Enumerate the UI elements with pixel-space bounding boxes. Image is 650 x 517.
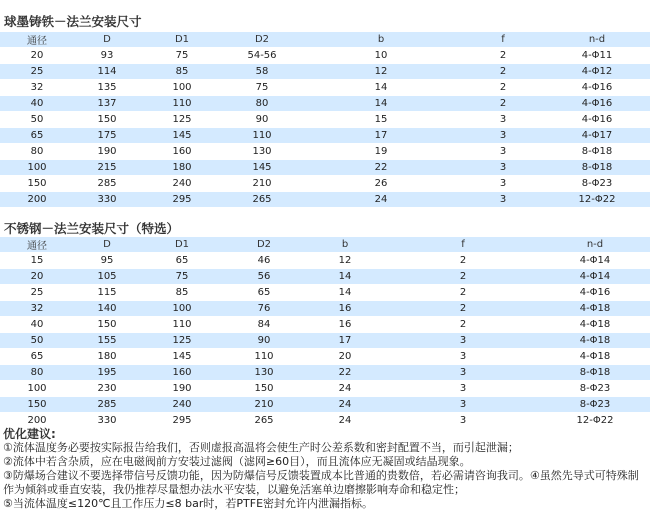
- table-cell: 56: [224, 269, 304, 285]
- table-cell: 140: [74, 301, 140, 317]
- table-cell: 230: [74, 381, 140, 397]
- table-row: [0, 96, 650, 112]
- table-cell: 76: [224, 301, 304, 317]
- table-cell: 3: [386, 413, 540, 429]
- table-cell: 4-Φ17: [544, 128, 650, 144]
- table-cell: 22: [304, 365, 386, 381]
- table-cell: 2: [462, 48, 544, 64]
- table-cell: 114: [74, 64, 140, 80]
- table-cell: 54-56: [224, 48, 300, 64]
- table-cell: 4-Φ18: [540, 333, 650, 349]
- table-cell: 3: [386, 381, 540, 397]
- table-cell: 15: [300, 112, 462, 128]
- optimization-advice: [3, 427, 647, 511]
- table-cell: 80: [224, 96, 300, 112]
- table-cell: 32: [0, 301, 74, 317]
- table-cell: 110: [140, 317, 224, 333]
- table-cell: 150: [224, 381, 304, 397]
- table-cell: 20: [304, 349, 386, 365]
- table-cell: 240: [140, 397, 224, 413]
- table-cell: 2: [386, 253, 540, 269]
- table-cell: 240: [140, 176, 224, 192]
- table-cell: 4-Φ16: [540, 285, 650, 301]
- table-cell: 26: [300, 176, 462, 192]
- table-row: [0, 349, 650, 365]
- table-cell: 285: [74, 176, 140, 192]
- table-cell: 3: [386, 349, 540, 365]
- table-row: [0, 333, 650, 349]
- table-cell: 125: [140, 112, 224, 128]
- advice-line: ⑤当流体温度≤120℃且工作压力≤8 bar时，若PTFE密封允许内泄漏指标。: [3, 497, 374, 510]
- table-cell: 100: [0, 381, 74, 397]
- table-cell: 75: [140, 269, 224, 285]
- column-header: D1: [140, 32, 224, 48]
- table-cell: 12: [304, 253, 386, 269]
- table-cell: 100: [140, 80, 224, 96]
- table-cell: 150: [74, 112, 140, 128]
- column-header: b: [300, 32, 462, 48]
- table-cell: 110: [224, 349, 304, 365]
- section1-title: 球墨铸铁－法兰安装尺寸: [4, 15, 142, 29]
- table-row: [0, 397, 650, 413]
- table-cell: 24: [304, 397, 386, 413]
- ductile-iron-flange-table: [0, 32, 650, 208]
- table-header-row: [0, 237, 650, 253]
- table-cell: 4-Φ14: [540, 253, 650, 269]
- table-cell: 200: [0, 413, 74, 429]
- table-cell: 65: [0, 349, 74, 365]
- table-cell: 8-Φ23: [540, 381, 650, 397]
- table-cell: 330: [74, 192, 140, 208]
- table-cell: 150: [0, 176, 74, 192]
- table-cell: 2: [386, 301, 540, 317]
- table-cell: 160: [140, 144, 224, 160]
- column-header: 通径: [0, 32, 74, 48]
- table-cell: 40: [0, 96, 74, 112]
- table-row: [0, 64, 650, 80]
- table-cell: 4-Φ16: [544, 80, 650, 96]
- table-row: [0, 144, 650, 160]
- table-cell: 3: [462, 176, 544, 192]
- table-cell: 200: [0, 192, 74, 208]
- table-cell: 125: [140, 333, 224, 349]
- table-cell: 175: [74, 128, 140, 144]
- table-row: [0, 301, 650, 317]
- table-cell: 8-Φ23: [544, 176, 650, 192]
- table-row: [0, 365, 650, 381]
- table-cell: 100: [140, 301, 224, 317]
- column-header: D1: [140, 237, 224, 253]
- advice-line: ③防爆场合建议不要选择带信号反馈功能，因为防爆信号反馈装置成本比普通的贵数倍，若必需请咨询我司。④虽然先导式可特殊制作为倾斜或垂直安装，我仍推荐尽量想办法水平安装，以避免活塞单边磨擦影响寿命和稳定性；: [3, 469, 639, 496]
- table-cell: 2: [462, 80, 544, 96]
- table-cell: 24: [300, 192, 462, 208]
- table-cell: 25: [0, 64, 74, 80]
- table-header-row: [0, 32, 650, 48]
- table-cell: 80: [0, 144, 74, 160]
- table-cell: 93: [74, 48, 140, 64]
- advice-line: ①流体温度务必要按实际报告给我们，否则虚报高温将会使生产时公差系数和密封配置不当，而引起泄漏；: [3, 441, 519, 454]
- table-cell: 24: [304, 413, 386, 429]
- table-cell: 3: [462, 192, 544, 208]
- table-row: [0, 285, 650, 301]
- table-cell: 3: [386, 333, 540, 349]
- column-header: 通径: [0, 237, 74, 253]
- table-cell: 20: [0, 48, 74, 64]
- table-cell: 110: [224, 128, 300, 144]
- table-cell: 150: [0, 397, 74, 413]
- table-cell: 4-Φ12: [544, 64, 650, 80]
- table-row: [0, 317, 650, 333]
- column-header: n-d: [540, 237, 650, 253]
- table-row: [0, 48, 650, 64]
- table-cell: 12-Φ22: [540, 413, 650, 429]
- column-header: D2: [224, 32, 300, 48]
- table-cell: 3: [462, 128, 544, 144]
- table-cell: 8-Φ18: [544, 160, 650, 176]
- table-cell: 190: [74, 144, 140, 160]
- table-cell: 2: [386, 269, 540, 285]
- table-cell: 180: [74, 349, 140, 365]
- table-cell: 17: [304, 333, 386, 349]
- table-cell: 3: [462, 144, 544, 160]
- table-cell: 4-Φ18: [540, 301, 650, 317]
- table-cell: 14: [304, 285, 386, 301]
- column-header: n-d: [544, 32, 650, 48]
- table-cell: 3: [386, 397, 540, 413]
- table-cell: 16: [304, 317, 386, 333]
- table-cell: 4-Φ18: [540, 317, 650, 333]
- table-cell: 15: [0, 253, 74, 269]
- section2-title: 不锈钢－法兰安装尺寸（特选）: [4, 222, 180, 236]
- table-cell: 12-Φ22: [544, 192, 650, 208]
- table-cell: 130: [224, 365, 304, 381]
- table-cell: 65: [0, 128, 74, 144]
- column-header: b: [304, 237, 386, 253]
- table-row: [0, 112, 650, 128]
- table-cell: 3: [462, 160, 544, 176]
- table-cell: 150: [74, 317, 140, 333]
- table-cell: 135: [74, 80, 140, 96]
- table-cell: 215: [74, 160, 140, 176]
- table-cell: 14: [304, 269, 386, 285]
- table-cell: 110: [140, 96, 224, 112]
- table-cell: 285: [74, 397, 140, 413]
- table-cell: 265: [224, 192, 300, 208]
- table-cell: 3: [462, 112, 544, 128]
- table-cell: 2: [462, 96, 544, 112]
- table-cell: 90: [224, 333, 304, 349]
- table-cell: 155: [74, 333, 140, 349]
- table-cell: 130: [224, 144, 300, 160]
- table-cell: 24: [304, 381, 386, 397]
- stainless-flange-table: [0, 237, 650, 429]
- table-cell: 80: [0, 365, 74, 381]
- table-cell: 8-Φ23: [540, 397, 650, 413]
- table-cell: 65: [224, 285, 304, 301]
- table-cell: 265: [224, 413, 304, 429]
- table-row: [0, 192, 650, 208]
- table-cell: 84: [224, 317, 304, 333]
- table-cell: 14: [300, 80, 462, 96]
- table-cell: 75: [224, 80, 300, 96]
- table-cell: 210: [224, 176, 300, 192]
- table-cell: 14: [300, 96, 462, 112]
- table-cell: 58: [224, 64, 300, 80]
- table-cell: 160: [140, 365, 224, 381]
- table-cell: 65: [140, 253, 224, 269]
- table-cell: 295: [140, 413, 224, 429]
- column-header: D: [74, 237, 140, 253]
- table-row: [0, 381, 650, 397]
- table-cell: 85: [140, 285, 224, 301]
- table-row: [0, 128, 650, 144]
- table-cell: 8-Φ18: [544, 144, 650, 160]
- table-cell: 4-Φ16: [544, 96, 650, 112]
- table-cell: 50: [0, 333, 74, 349]
- table-cell: 46: [224, 253, 304, 269]
- table-cell: 16: [304, 301, 386, 317]
- column-header: D2: [224, 237, 304, 253]
- table-cell: 17: [300, 128, 462, 144]
- column-header: f: [386, 237, 540, 253]
- table-cell: 190: [140, 381, 224, 397]
- advice-title: 优化建议:: [3, 427, 56, 441]
- table-cell: 180: [140, 160, 224, 176]
- table-cell: 115: [74, 285, 140, 301]
- table-cell: 8-Φ18: [540, 365, 650, 381]
- table-cell: 2: [386, 317, 540, 333]
- table-cell: 85: [140, 64, 224, 80]
- table-cell: 4-Φ11: [544, 48, 650, 64]
- table-cell: 4-Φ18: [540, 349, 650, 365]
- table-cell: 75: [140, 48, 224, 64]
- table-cell: 3: [386, 365, 540, 381]
- table-cell: 295: [140, 192, 224, 208]
- advice-line: ②流体中若含杂质，应在电磁阀前方安装过滤阀（滤网≥60目），而且流体应无凝固或结晶现象。: [3, 455, 471, 468]
- table-cell: 4-Φ14: [540, 269, 650, 285]
- table-row: [0, 253, 650, 269]
- table-cell: 32: [0, 80, 74, 96]
- table-cell: 25: [0, 285, 74, 301]
- table-cell: 145: [140, 128, 224, 144]
- table-cell: 40: [0, 317, 74, 333]
- table-cell: 50: [0, 112, 74, 128]
- table-cell: 210: [224, 397, 304, 413]
- table-row: [0, 269, 650, 285]
- table-row: [0, 176, 650, 192]
- table-cell: 105: [74, 269, 140, 285]
- table-row: [0, 160, 650, 176]
- table-cell: 22: [300, 160, 462, 176]
- column-header: D: [74, 32, 140, 48]
- table-cell: 100: [0, 160, 74, 176]
- table-cell: 4-Φ16: [544, 112, 650, 128]
- table-cell: 20: [0, 269, 74, 285]
- table-cell: 95: [74, 253, 140, 269]
- table-cell: 90: [224, 112, 300, 128]
- table-cell: 19: [300, 144, 462, 160]
- column-header: f: [462, 32, 544, 48]
- table-cell: 330: [74, 413, 140, 429]
- table-cell: 10: [300, 48, 462, 64]
- table-row: [0, 80, 650, 96]
- table-cell: 12: [300, 64, 462, 80]
- table-cell: 2: [386, 285, 540, 301]
- table-cell: 2: [462, 64, 544, 80]
- table-cell: 137: [74, 96, 140, 112]
- table-cell: 145: [140, 349, 224, 365]
- table-cell: 195: [74, 365, 140, 381]
- table-cell: 145: [224, 160, 300, 176]
